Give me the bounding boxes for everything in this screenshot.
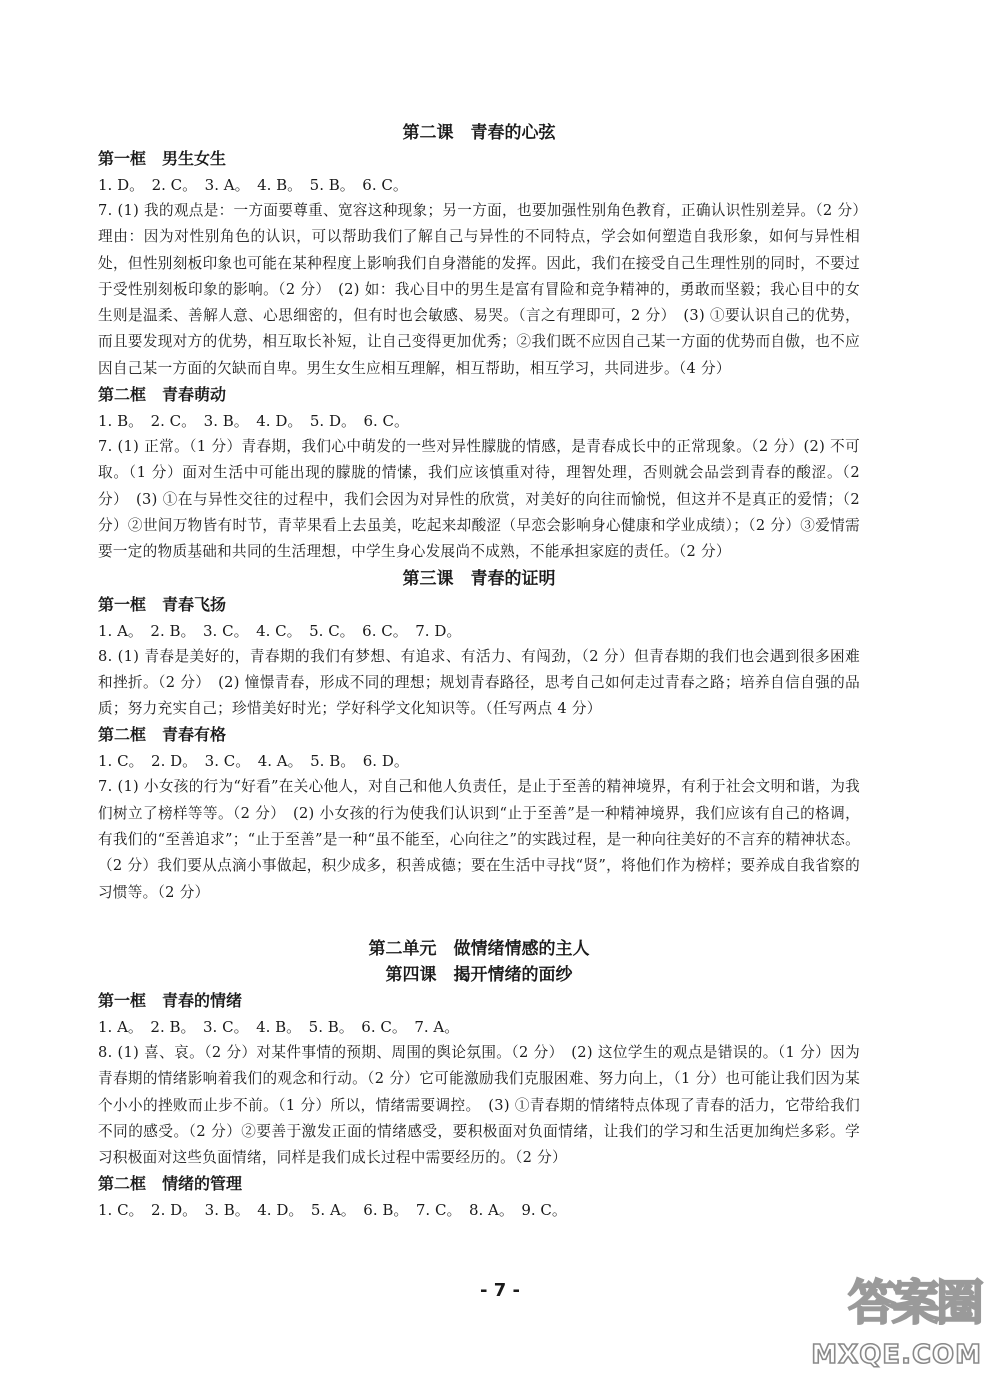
lesson2-frame2-answers: 1. B。 2. C。 3. B。 4. D。 5. D。 6. C。: [98, 412, 410, 431]
lesson3-frame2-heading: 第二框 青春有格: [98, 725, 227, 745]
lesson2-frame2-heading: 第二框 青春萌动: [98, 385, 227, 405]
lesson2-frame1-paragraph: 7. (1) 我的观点是：一方面要尊重、宽容这种现象；另一方面，也要加强性别角色教育，正确认识性别差异。（2 分）理由：因为对性别角色的认识，可以帮助我们了解自己与异性的不同特点，学会如何塑造自我形象，如何与异性相处，但性别刻板印象也可能在某种程度上影响我们自身潜能的发挥。因此，我们在接受自己生理性别的同时，不要过于受性别刻板印象的影响。（2 分） (2) 如：我心目中的男生是富有冒险和竞争精神的，勇敢而坚毅；我心目中的女生则是温柔、善解人意、心思细密的，但有时也会敏感、易哭。（言之有理即可，2 分） (3) ①要认识自己的优势，而且要发现对方的优势，相互取长补短，让自己变得更加优秀；②我们既不应因自己某一方面的优势而自傲，也不应因自己某一方面的欠缺而自卑。男生女生应相互理解，相互帮助，相互学习，共同进步。（4 分）: [98, 202, 860, 377]
lesson3-frame2-paragraph: 7. (1) 小女孩的行为“好看”在关心他人，对自己和他人负责任，是止于至善的精神境界，有利于社会文明和谐，为我们树立了榜样等等。（2 分） (2) 小女孩的行为使我们认识到“止于至善”是一种精神境界，我们应该有自己的格调，有我们的“至善追求”；“止于至善”是一种“虽不能至，心向往之”的实践过程，是一种向往美好的不言弃的精神状态。（2 分）我们要从点滴小事做起，积少成多，积善成德；要在生活中寻找“贤”，将他们作为榜样；要养成自我省察的习惯等。（2 分）: [98, 778, 860, 901]
page-content: [98, 120, 860, 1223]
lesson4-frame2-answers: 1. C。 2. D。 3. B。 4. D。 5. A。 6. B。 7. C。 8. A。 9. C。: [98, 1201, 567, 1220]
lesson4-frame1-answers: 1. A。 2. B。 3. C。 4. B。 5. B。 6. C。 7. A。: [98, 1017, 460, 1036]
watermark-url: MXQE.COM: [811, 1340, 982, 1370]
lesson2-frame1-answers: 1. D。 2. C。 3. A。 4. B。 5. B。 6. C。: [98, 176, 408, 194]
watermark-logo: [811, 1264, 986, 1374]
lesson2-frame2-paragraph: 7. (1) 正常。（1 分）青春期，我们心中萌发的一些对异性朦胧的情感，是青春成长中的正常现象。（2 分）(2) 不可取。（1 分）面对生活中可能出现的朦胧的情愫，我们应该慎重对待，理智处理，否则就会品尝到青春的酸涩。（2 分） (3) ①在与异性交往的过程中，我们会因为对异性的欣赏，对美好的向往而愉悦，但这并不是真正的爱情；（2 分）②世间万物皆有时节，青苹果看上去虽美，吃起来却酸涩（早恋会影响身心健康和学业成绩）；（2 分）③爱情需要一定的物质基础和共同的生活理想，中学生身心发展尚不成熟，不能承担家庭的责任。（2 分）: [98, 438, 860, 561]
watermark-chars: 答案圈: [847, 1275, 980, 1331]
lesson4-frame1-heading: 第一框 青春的情绪: [98, 990, 243, 1010]
lesson2-frame1-heading: 第一框 男生女生: [98, 149, 227, 168]
lesson3-frame1-paragraph: 8. (1) 青春是美好的，青春期的我们有梦想、有追求、有活力、有闯劲，（2 分）但青春期的我们也会遇到很多困难和挫折。（2 分） (2) 憧憬青春，形成不同的理想；规划青春路径，思考自己如何走过青春之路；培养自信自强的品质；努力充实自己；珍惜美好时光；学好科学文化知识等。（任写两点 4 分）: [98, 647, 860, 718]
lesson4-title: 第四课 揭开情绪的面纱: [385, 964, 573, 985]
lesson3-frame2-answers: 1. C。 2. D。 3. C。 4. A。 5. B。 6. D。: [98, 752, 409, 771]
lesson3-frame1-answers: 1. A。 2. B。 3. C。 4. C。 5. C。 6. C。 7. D。: [98, 621, 462, 640]
lesson3-title: 第三课 青春的证明: [402, 568, 556, 589]
unit2-title: 第二单元 做情绪情感的主人: [368, 938, 590, 959]
lesson4-frame1-paragraph: 8. (1) 喜、哀。（2 分）对某件事情的预期、周围的舆论氛围。（2 分） (2) 这位学生的观点是错误的。（1 分）因为青春期的情绪影响着我们的观念和行动。（2 分）它可能激励我们克服困难、努力向上，（1 分）也可能让我们因为某个小小的挫败而止步不前。（1 分）所以，情绪需要调控。 (3) ①青春期的情绪特点体现了青春的活力，它带给我们不同的感受。（2 分）②要善于激发正面的情绪感受，要积极面对负面情绪，让我们的学习和生活更加绚烂多彩。学习积极面对这些负面情绪，同样是我们成长过程中需要经历的。（2 分）: [98, 1043, 860, 1167]
lesson3-frame1-heading: 第一框 青春飞扬: [98, 594, 227, 614]
page-number: - 7 -: [480, 1280, 520, 1301]
lesson4-frame2-heading: 第二框 情绪的管理: [98, 1174, 243, 1194]
section-spacer: [98, 906, 860, 936]
lesson2-title: 第二课 青春的心弦: [402, 123, 556, 143]
